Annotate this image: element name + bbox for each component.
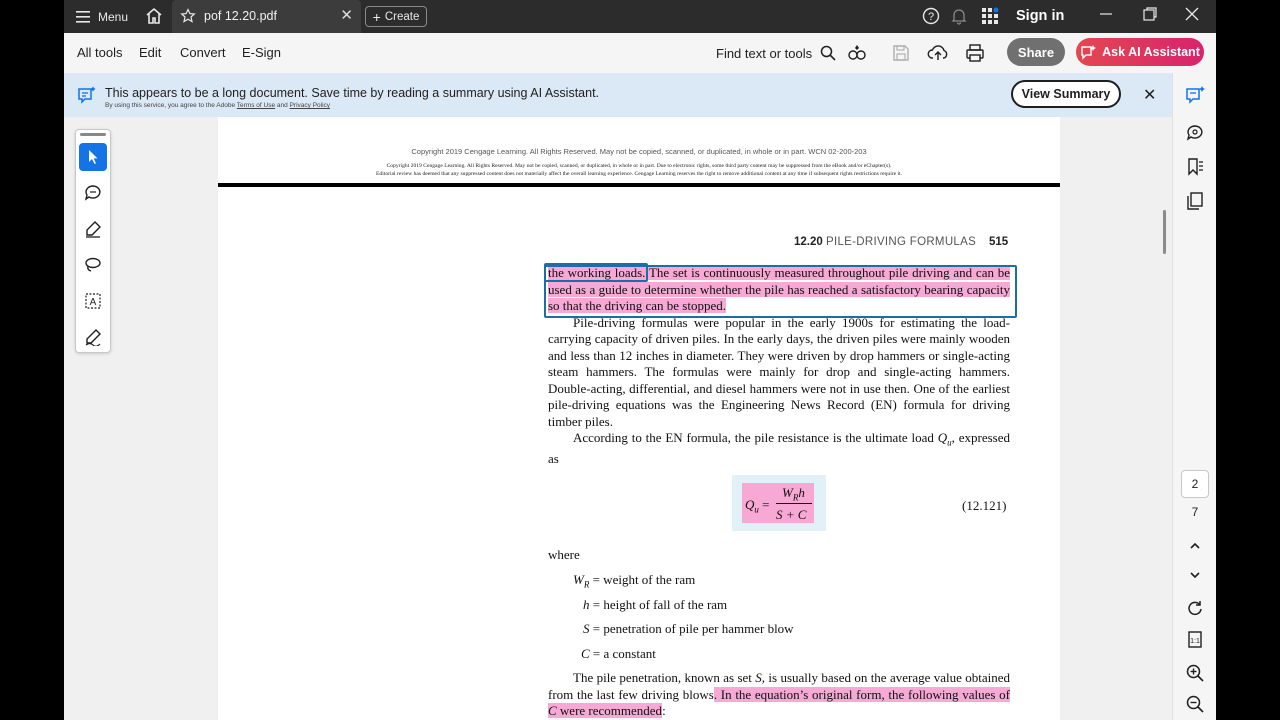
svg-text:1:1: 1:1 — [1190, 638, 1200, 645]
p3-text-b: , expressed as — [548, 430, 1010, 467]
create-button[interactable] — [365, 6, 427, 27]
equation-highlight[interactable] — [742, 483, 814, 523]
terms-of-use-link[interactable]: Terms of Use — [236, 102, 276, 109]
sign-in-button[interactable]: Sign in — [1016, 8, 1065, 24]
tab-title: pof 12.20.pdf — [204, 9, 277, 23]
p4-text-a: The pile penetration, known as set — [573, 670, 756, 685]
eq-numerator — [782, 485, 805, 503]
def-h-text: = height of fall of the ram — [592, 597, 728, 612]
document-tab[interactable] — [172, 0, 361, 33]
legal-prefix: By using this service, you agree to the Adobe — [105, 102, 236, 109]
tab-close-icon[interactable]: ✕ — [340, 7, 353, 24]
page-fit-icon[interactable] — [1185, 630, 1205, 650]
ai-assistant-panel-icon[interactable] — [1185, 85, 1205, 105]
pen-sign-icon — [84, 328, 102, 346]
ai-assistant-icon — [1080, 44, 1096, 60]
banner-message: This appears to be a long document. Save time by reading a summary using AI Assistant. — [105, 86, 600, 100]
copyright-notice: Copyright 2019 Cengage Learning. All Rights Reserved. May not be copied, scanned, or duplicated, in whole or in part. WCN 02-200-203 — [411, 147, 867, 156]
select-tool[interactable] — [79, 143, 107, 171]
bell-icon[interactable] — [950, 7, 968, 25]
eq-num-sub: R — [792, 492, 799, 503]
menu-label: Menu — [98, 10, 129, 24]
lasso-icon — [84, 256, 102, 274]
definition-wr — [573, 572, 695, 590]
star-icon[interactable] — [180, 8, 196, 24]
edit-menu[interactable]: Edit — [139, 45, 162, 60]
find-text-or-tools[interactable] — [716, 45, 836, 61]
equation-12-121[interactable] — [732, 475, 826, 531]
restore-icon[interactable] — [1140, 4, 1160, 24]
def-s-sym: S — [583, 621, 590, 636]
svg-text:A: A — [89, 297, 97, 308]
p4-text-b: , is usually based on the average value obtained from the last few driving blows — [548, 670, 1011, 702]
eq-denominator: S + C — [776, 507, 807, 522]
highlight-tool[interactable] — [79, 215, 107, 243]
acrobat-window — [64, 0, 1216, 720]
eq-num-h: h — [798, 485, 805, 500]
quick-tools-panel — [75, 129, 111, 353]
comment-icon — [84, 184, 102, 202]
right-rail — [1172, 73, 1216, 720]
def-wr-text: = weight of the ram — [592, 572, 696, 587]
privacy-policy-link[interactable]: Privacy Policy — [289, 102, 331, 109]
highlight-working-loads[interactable]: the working loads. — [548, 265, 646, 280]
where-label: where — [548, 547, 580, 562]
p4-hl-text-a: . In the equation’s original form, the following values of — [713, 686, 1010, 702]
chevron-down-icon[interactable] — [1185, 565, 1205, 585]
banner-legal — [105, 102, 330, 109]
find-label: Find text or tools — [716, 45, 813, 61]
eq-lhs-var: Q — [745, 497, 755, 512]
running-head — [794, 236, 1009, 248]
legal-and: and — [276, 102, 288, 109]
definition-s — [583, 621, 794, 637]
ai-label: Ask AI Assistant — [1102, 45, 1200, 59]
eq-lhs — [745, 497, 769, 515]
definition-h — [583, 597, 727, 613]
search-icon — [820, 45, 836, 61]
home-icon — [144, 6, 164, 26]
main-toolbar — [64, 33, 1216, 73]
eq-num-var: W — [782, 485, 793, 500]
fineprint-line-1: Copyright 2019 Cengage Learning. All Rights Reserved. May not be copied, scanned, or duplicated, in whole or in part. Due to electronic rights, some third party content may be suppressed from the eBook and/or eChapter(s). — [386, 163, 892, 169]
section-title: PILE-DRIVING FORMULAS — [825, 236, 977, 248]
section-number: 12.20 — [794, 236, 823, 248]
apps-grid-icon[interactable] — [981, 7, 999, 25]
all-tools-menu[interactable]: All tools — [77, 45, 123, 60]
banner-close-icon[interactable]: ✕ — [1143, 87, 1157, 104]
sign-tool[interactable] — [79, 323, 107, 351]
highlight-set-measured[interactable]: The set is continuously measured throughout pile driving and can be used as a guide to determine whether the pile has reached a satisfactory bearing capacity so that the driving can be stopped. — [548, 265, 1010, 313]
def-wr-sub: R — [583, 579, 590, 590]
comments-panel-icon[interactable] — [1185, 123, 1205, 143]
def-s-text: = penetration of pile per hammer blow — [592, 621, 794, 636]
p4-set-s: S — [755, 670, 762, 685]
share-button[interactable]: Share — [1007, 38, 1065, 66]
menu-button[interactable] — [76, 7, 128, 27]
cloud-upload-icon[interactable] — [927, 42, 949, 64]
copyright-fineprint — [218, 162, 1060, 178]
cursor-icon — [85, 149, 101, 165]
text-box-icon — [84, 292, 102, 310]
fineprint-line-2: Editorial review has deemed that any suppressed content does not materially affect the overall learning experience. Cengage Learning reserves the right to remove additional content at any time if subsequent rights restrictions require it. — [376, 171, 902, 177]
esign-menu[interactable]: E-Sign — [242, 45, 282, 60]
eq-equals: = — [762, 497, 770, 512]
view-summary-button[interactable]: View Summary — [1011, 80, 1121, 108]
hamburger-icon — [76, 11, 90, 23]
highlighter-icon — [84, 220, 102, 238]
current-page-input[interactable]: 2 — [1181, 470, 1209, 498]
paragraph-2[interactable]: Pile-driving formulas were popular in the early 1900s for estimating the load-carrying capacity of driven piles. In the early days, the driven piles were mainly wooden and less than 12 inches in diameter. They were driven by drop hammers or single-acting steam hammers. The formulas were mainly for drop and single-acting hammers. Double-acting, differential, and diesel hammers were not in use then. One of the earliest pile-driving equations was the Engineering News Record (EN) formula for driving timber piles. — [548, 314, 1010, 429]
zoom-in-icon[interactable] — [1185, 663, 1205, 683]
ai-summary-banner — [64, 73, 1172, 117]
page-number: 515 — [989, 236, 1009, 248]
home-button[interactable] — [144, 6, 166, 28]
page-thumbnails-icon[interactable] — [1185, 191, 1205, 211]
p4-hl-text-b: were recommended — [556, 703, 663, 718]
p3-var: Q — [937, 430, 948, 445]
ai-search-icon[interactable] — [846, 42, 868, 64]
definition-c — [581, 646, 656, 662]
title-bar — [64, 0, 1216, 33]
convert-menu[interactable]: Convert — [180, 45, 226, 60]
def-wr-sym: W — [573, 572, 584, 587]
help-icon[interactable] — [922, 7, 940, 25]
p3-sub: u — [947, 437, 952, 448]
text-box-tool[interactable] — [79, 287, 107, 315]
paragraph-3[interactable] — [548, 430, 1010, 468]
p4-hl-c: C — [548, 703, 557, 718]
bookmarks-icon[interactable] — [1185, 157, 1205, 177]
pdf-page[interactable] — [218, 187, 1060, 720]
p4-end: : — [662, 703, 666, 718]
paragraph-4[interactable] — [548, 670, 1010, 720]
panel-grip[interactable] — [80, 133, 106, 136]
comment-tool[interactable] — [79, 179, 107, 207]
plus-icon: + — [372, 8, 381, 25]
minimize-icon[interactable] — [1096, 4, 1116, 24]
ai-summary-icon — [78, 86, 96, 104]
def-c-sym: C — [581, 646, 590, 661]
refresh-icon[interactable] — [1185, 598, 1205, 618]
def-c-text: = a constant — [592, 646, 656, 661]
fraction-bar — [776, 503, 812, 504]
chevron-up-icon[interactable] — [1185, 536, 1205, 556]
window-close-icon[interactable] — [1182, 4, 1202, 24]
equation-number: (12.121) — [962, 498, 1007, 513]
def-h-sym: h — [583, 597, 590, 612]
print-icon[interactable] — [964, 42, 986, 64]
save-icon[interactable] — [890, 42, 912, 64]
create-label: Create — [384, 10, 420, 23]
ask-ai-assistant-button[interactable] — [1076, 38, 1204, 66]
total-pages: 7 — [1191, 505, 1199, 519]
draw-tool[interactable] — [79, 251, 107, 279]
svg-text:?: ? — [927, 11, 935, 23]
previous-page-bottom — [218, 117, 1060, 183]
eq-lhs-sub: u — [754, 504, 759, 515]
paragraph-1[interactable] — [548, 265, 1010, 315]
zoom-out-icon[interactable] — [1185, 694, 1205, 714]
body-text[interactable] — [548, 265, 1010, 468]
vertical-scrollbar[interactable] — [1163, 210, 1166, 254]
p3-text-a: According to the EN formula, the pile resistance is the ultimate load — [573, 430, 938, 445]
